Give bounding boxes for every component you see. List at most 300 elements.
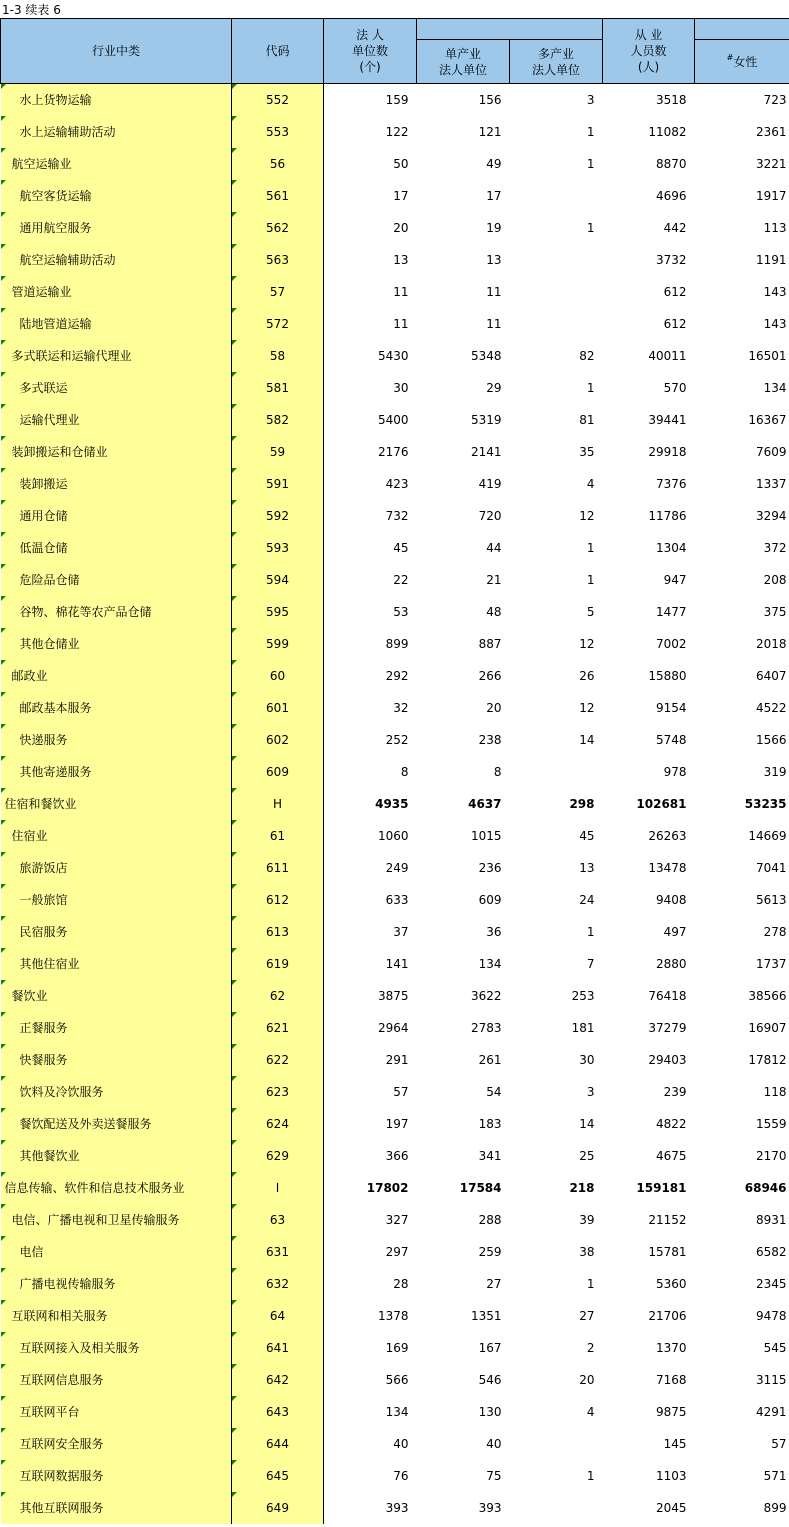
industry-code-cell: 582 <box>232 404 324 436</box>
header-legal-units-line3: (个) <box>359 60 381 74</box>
table-row <box>1 1140 789 1172</box>
female-cell: 68946 <box>744 1181 787 1195</box>
multi-industry-cell: 13 <box>579 861 595 875</box>
header-row-top <box>1 19 789 40</box>
industry-code-cell: 64 <box>232 1300 324 1332</box>
multi-industry-cell: 1 <box>586 925 595 939</box>
table-row <box>1 1492 789 1524</box>
female-cell: 2018 <box>755 637 787 651</box>
multi-industry-cell: 26 <box>579 669 595 683</box>
multi-industry-cell: 4 <box>586 1405 595 1419</box>
female-cell: 4291 <box>755 1405 787 1419</box>
female-cell: 17812 <box>748 1053 787 1067</box>
single-industry-cell: 4637 <box>468 797 502 811</box>
legal-units-cell: 40 <box>393 1437 409 1451</box>
header-industry: 行业中类 <box>1 19 232 84</box>
table-row <box>1 852 789 884</box>
legal-units-cell: 197 <box>385 1117 409 1131</box>
industry-name-cell: 快递服务 <box>1 724 232 756</box>
industry-name-cell: 信息传输、软件和信息技术服务业 <box>1 1172 232 1204</box>
employees-cell: 1370 <box>655 1341 687 1355</box>
multi-industry-cell: 1 <box>586 157 595 171</box>
female-cell: 113 <box>763 221 787 235</box>
legal-units-cell: 22 <box>393 573 409 587</box>
industry-code-cell: H <box>232 788 324 820</box>
legal-units-cell: 37 <box>393 925 409 939</box>
legal-units-cell: 8 <box>400 765 409 779</box>
multi-industry-cell: 12 <box>579 701 595 715</box>
legal-units-cell: 899 <box>385 637 409 651</box>
female-cell: 16367 <box>748 413 787 427</box>
legal-units-cell: 291 <box>385 1053 409 1067</box>
single-industry-cell: 36 <box>486 925 502 939</box>
multi-industry-cell <box>510 276 603 308</box>
legal-units-cell: 366 <box>385 1149 409 1163</box>
employees-cell: 21706 <box>648 1309 687 1323</box>
single-industry-cell: 19 <box>486 221 502 235</box>
female-cell: 2361 <box>755 125 787 139</box>
industry-name-cell: 快餐服务 <box>1 1044 232 1076</box>
single-industry-cell: 288 <box>478 1213 502 1227</box>
single-industry-cell: 130 <box>478 1405 502 1419</box>
single-industry-cell: 266 <box>478 669 502 683</box>
multi-industry-cell: 181 <box>571 1021 595 1035</box>
legal-units-cell: 732 <box>385 509 409 523</box>
employees-cell: 7168 <box>655 1373 687 1387</box>
employees-cell: 612 <box>663 285 687 299</box>
table-row <box>1 436 789 468</box>
legal-units-cell: 4935 <box>375 797 409 811</box>
industry-name-cell: 运输代理业 <box>1 404 232 436</box>
female-cell: 3294 <box>755 509 787 523</box>
employees-cell: 7002 <box>655 637 687 651</box>
header-female-label: 女性 <box>733 54 758 69</box>
employees-cell: 497 <box>663 925 687 939</box>
industry-code-cell: I <box>232 1172 324 1204</box>
female-cell: 3115 <box>755 1373 787 1387</box>
legal-units-cell: 633 <box>385 893 409 907</box>
female-cell: 14669 <box>748 829 787 843</box>
table-row <box>1 948 789 980</box>
legal-units-cell: 50 <box>393 157 409 171</box>
industry-code-cell: 593 <box>232 532 324 564</box>
female-cell: 545 <box>763 1341 787 1355</box>
industry-code-cell: 601 <box>232 692 324 724</box>
single-industry-cell: 121 <box>478 125 502 139</box>
legal-units-cell: 1060 <box>377 829 409 843</box>
single-industry-cell: 13 <box>486 253 502 267</box>
table-row <box>1 1268 789 1300</box>
header-multi-line1: 多产业 <box>537 46 574 61</box>
industry-name-cell: 多式联运和运输代理业 <box>1 340 232 372</box>
multi-industry-cell: 14 <box>579 733 595 747</box>
industry-name-cell: 航空运输辅助活动 <box>1 244 232 276</box>
legal-units-cell: 141 <box>385 957 409 971</box>
employees-cell: 442 <box>663 221 687 235</box>
table-row <box>1 596 789 628</box>
table-row <box>1 84 789 117</box>
industry-name-cell: 其他住宿业 <box>1 948 232 980</box>
industry-name-cell: 互联网信息服务 <box>1 1364 232 1396</box>
industry-code-cell: 58 <box>232 340 324 372</box>
employees-cell: 1477 <box>655 605 687 619</box>
employees-cell: 76418 <box>648 989 687 1003</box>
female-cell: 1559 <box>755 1117 787 1131</box>
table-row <box>1 1204 789 1236</box>
industry-code-cell: 644 <box>232 1428 324 1460</box>
industry-name-cell: 装卸搬运 <box>1 468 232 500</box>
employees-cell: 39441 <box>648 413 687 427</box>
single-industry-cell: 546 <box>478 1373 502 1387</box>
industry-name-cell: 其他互联网服务 <box>1 1492 232 1524</box>
industry-name-cell: 危险品仓储 <box>1 564 232 596</box>
industry-name-cell: 通用仓储 <box>1 500 232 532</box>
table-row <box>1 1236 789 1268</box>
industry-name-cell: 电信 <box>1 1236 232 1268</box>
female-cell: 143 <box>763 317 787 331</box>
table-row <box>1 372 789 404</box>
female-cell: 143 <box>763 285 787 299</box>
table-row <box>1 148 789 180</box>
table-row <box>1 916 789 948</box>
female-cell: 7609 <box>755 445 787 459</box>
table-row <box>1 1332 789 1364</box>
female-cell: 278 <box>763 925 787 939</box>
multi-industry-cell: 1 <box>586 381 595 395</box>
legal-units-cell: 45 <box>393 541 409 555</box>
employees-cell: 570 <box>663 381 687 395</box>
industry-code-cell: 59 <box>232 436 324 468</box>
female-cell: 6407 <box>755 669 787 683</box>
employees-cell: 612 <box>663 317 687 331</box>
legal-units-cell: 134 <box>385 1405 409 1419</box>
industry-name-cell: 航空客货运输 <box>1 180 232 212</box>
multi-industry-cell: 7 <box>586 957 595 971</box>
industry-name-cell: 航空运输业 <box>1 148 232 180</box>
female-cell: 8931 <box>755 1213 787 1227</box>
table-row <box>1 692 789 724</box>
header-single-line1: 单产业 <box>444 46 481 61</box>
header-employees-line3: (人) <box>637 60 660 74</box>
header-single <box>417 40 510 84</box>
employees-cell: 9154 <box>655 701 687 715</box>
table-row <box>1 244 789 276</box>
table-row <box>1 340 789 372</box>
industry-code-cell: 599 <box>232 628 324 660</box>
legal-units-cell: 20 <box>393 221 409 235</box>
female-cell: 1337 <box>755 477 787 491</box>
industry-code-cell: 619 <box>232 948 324 980</box>
industry-code-cell: 631 <box>232 1236 324 1268</box>
legal-units-cell: 76 <box>393 1469 409 1483</box>
single-industry-cell: 887 <box>478 637 502 651</box>
industry-name-cell: 住宿业 <box>1 820 232 852</box>
industry-name-cell: 邮政基本服务 <box>1 692 232 724</box>
female-cell: 1917 <box>755 189 787 203</box>
female-cell: 5613 <box>755 893 787 907</box>
legal-units-cell: 5400 <box>377 413 409 427</box>
employees-cell: 26263 <box>648 829 687 843</box>
female-cell: 1566 <box>755 733 787 747</box>
single-industry-cell: 609 <box>478 893 502 907</box>
employees-cell: 978 <box>663 765 687 779</box>
industry-code-cell: 62 <box>232 980 324 1012</box>
female-cell: 4522 <box>755 701 787 715</box>
multi-industry-cell: 35 <box>579 445 595 459</box>
legal-units-cell: 159 <box>385 93 409 107</box>
table-row <box>1 532 789 564</box>
female-cell: 571 <box>763 1469 787 1483</box>
industry-name-cell: 电信、广播电视和卫星传输服务 <box>1 1204 232 1236</box>
multi-industry-cell: 24 <box>579 893 595 907</box>
female-cell: 375 <box>763 605 787 619</box>
industry-code-cell: 649 <box>232 1492 324 1524</box>
legal-units-cell: 169 <box>385 1341 409 1355</box>
industry-name-cell: 饮料及冷饮服务 <box>1 1076 232 1108</box>
multi-industry-cell: 1 <box>586 125 595 139</box>
multi-industry-cell: 1 <box>586 573 595 587</box>
industry-name-cell: 广播电视传输服务 <box>1 1268 232 1300</box>
single-industry-cell: 156 <box>478 93 502 107</box>
table-row <box>1 212 789 244</box>
header-employees <box>603 19 695 84</box>
single-industry-cell: 40 <box>486 1437 502 1451</box>
legal-units-cell: 327 <box>385 1213 409 1227</box>
header-employees-line2: 人员数 <box>630 44 667 58</box>
header-legal-units <box>324 19 417 84</box>
single-industry-cell: 2141 <box>470 445 502 459</box>
single-industry-cell: 393 <box>478 1501 502 1515</box>
industry-code-cell: 629 <box>232 1140 324 1172</box>
multi-industry-cell: 14 <box>579 1117 595 1131</box>
legal-units-cell: 566 <box>385 1373 409 1387</box>
header-multi <box>510 40 603 84</box>
industry-code-cell: 612 <box>232 884 324 916</box>
female-cell: 208 <box>763 573 787 587</box>
single-industry-cell: 183 <box>478 1117 502 1131</box>
employees-cell: 29918 <box>648 445 687 459</box>
multi-industry-cell: 2 <box>586 1341 595 1355</box>
single-industry-cell: 5319 <box>470 413 502 427</box>
multi-industry-cell: 82 <box>579 349 595 363</box>
employees-cell: 2045 <box>655 1501 687 1515</box>
industry-code-cell: 623 <box>232 1076 324 1108</box>
employees-cell: 15880 <box>648 669 687 683</box>
header-female <box>695 40 789 84</box>
table-row <box>1 1300 789 1332</box>
single-industry-cell: 21 <box>486 573 502 587</box>
employees-cell: 9875 <box>655 1405 687 1419</box>
table-row <box>1 756 789 788</box>
table-row <box>1 1044 789 1076</box>
industry-name-cell: 装卸搬运和仓储业 <box>1 436 232 468</box>
statistics-table <box>0 18 789 1524</box>
employees-cell: 29403 <box>648 1053 687 1067</box>
table-row <box>1 820 789 852</box>
single-industry-cell: 48 <box>486 605 502 619</box>
multi-industry-cell: 38 <box>579 1245 595 1259</box>
employees-cell: 947 <box>663 573 687 587</box>
single-industry-cell: 259 <box>478 1245 502 1259</box>
table-row <box>1 564 789 596</box>
legal-units-cell: 53 <box>393 605 409 619</box>
table-row <box>1 308 789 340</box>
table-row <box>1 1364 789 1396</box>
employees-cell: 102681 <box>636 797 687 811</box>
employees-cell: 1103 <box>655 1469 687 1483</box>
industry-code-cell: 63 <box>232 1204 324 1236</box>
industry-name-cell: 水上货物运输 <box>1 84 232 117</box>
multi-industry-cell: 218 <box>569 1181 595 1195</box>
single-industry-cell: 17 <box>486 189 502 203</box>
industry-name-cell: 一般旅馆 <box>1 884 232 916</box>
female-cell: 6582 <box>755 1245 787 1259</box>
multi-industry-cell: 12 <box>579 509 595 523</box>
employees-cell: 11082 <box>648 125 687 139</box>
female-cell: 38566 <box>748 989 787 1003</box>
industry-code-cell: 56 <box>232 148 324 180</box>
multi-industry-cell: 12 <box>579 637 595 651</box>
table-row <box>1 468 789 500</box>
legal-units-cell: 28 <box>393 1277 409 1291</box>
header-legal-units-line1: 法 人 <box>356 28 384 42</box>
industry-code-cell: 572 <box>232 308 324 340</box>
multi-industry-cell: 4 <box>586 477 595 491</box>
single-industry-cell: 3622 <box>470 989 502 1003</box>
employees-cell: 5360 <box>655 1277 687 1291</box>
single-industry-cell: 54 <box>486 1085 502 1099</box>
industry-name-cell: 住宿和餐饮业 <box>1 788 232 820</box>
single-industry-cell: 1351 <box>470 1309 502 1323</box>
legal-units-cell: 2176 <box>377 445 409 459</box>
industry-name-cell: 正餐服务 <box>1 1012 232 1044</box>
industry-name-cell: 互联网安全服务 <box>1 1428 232 1460</box>
industry-code-cell: 613 <box>232 916 324 948</box>
multi-industry-cell: 45 <box>579 829 595 843</box>
female-cell: 723 <box>763 93 787 107</box>
multi-industry-cell <box>510 244 603 276</box>
employees-cell: 37279 <box>648 1021 687 1035</box>
table-body <box>1 84 789 1525</box>
single-industry-cell: 1015 <box>470 829 502 843</box>
single-industry-cell: 44 <box>486 541 502 555</box>
table-row <box>1 404 789 436</box>
female-cell: 3221 <box>755 157 787 171</box>
single-industry-cell: 720 <box>478 509 502 523</box>
multi-industry-cell <box>510 1428 603 1460</box>
industry-name-cell: 互联网接入及相关服务 <box>1 1332 232 1364</box>
single-industry-cell: 238 <box>478 733 502 747</box>
industry-code-cell: 594 <box>232 564 324 596</box>
table-row <box>1 660 789 692</box>
table-row <box>1 1428 789 1460</box>
employees-cell: 13478 <box>648 861 687 875</box>
single-industry-cell: 17584 <box>459 1181 502 1195</box>
industry-name-cell: 其他餐饮业 <box>1 1140 232 1172</box>
legal-units-cell: 2964 <box>377 1021 409 1035</box>
female-cell: 16501 <box>748 349 787 363</box>
single-industry-cell: 20 <box>486 701 502 715</box>
multi-industry-cell: 39 <box>579 1213 595 1227</box>
multi-industry-cell: 1 <box>586 221 595 235</box>
header-employees-spacer <box>695 19 789 40</box>
industry-name-cell: 低温仓储 <box>1 532 232 564</box>
legal-units-cell: 5430 <box>377 349 409 363</box>
industry-code-cell: 602 <box>232 724 324 756</box>
industry-code-cell: 643 <box>232 1396 324 1428</box>
multi-industry-cell: 3 <box>586 93 595 107</box>
industry-name-cell: 多式联运 <box>1 372 232 404</box>
legal-units-cell: 32 <box>393 701 409 715</box>
industry-code-cell: 642 <box>232 1364 324 1396</box>
industry-name-cell: 民宿服务 <box>1 916 232 948</box>
header-legal-units-spacer <box>417 19 603 40</box>
employees-cell: 8870 <box>655 157 687 171</box>
legal-units-cell: 17802 <box>366 1181 409 1195</box>
table-row <box>1 1460 789 1492</box>
multi-industry-cell: 253 <box>571 989 595 1003</box>
industry-code-cell: 624 <box>232 1108 324 1140</box>
female-cell: 134 <box>763 381 787 395</box>
female-cell: 372 <box>763 541 787 555</box>
single-industry-cell: 5348 <box>470 349 502 363</box>
employees-cell: 159181 <box>636 1181 687 1195</box>
multi-industry-cell: 81 <box>579 413 595 427</box>
legal-units-cell: 11 <box>393 317 409 331</box>
table-row <box>1 1396 789 1428</box>
employees-cell: 4696 <box>655 189 687 203</box>
industry-name-cell: 互联网平台 <box>1 1396 232 1428</box>
single-industry-cell: 27 <box>486 1277 502 1291</box>
legal-units-cell: 13 <box>393 253 409 267</box>
female-cell: 899 <box>763 1501 787 1515</box>
legal-units-cell: 292 <box>385 669 409 683</box>
female-cell: 53235 <box>744 797 787 811</box>
single-industry-cell: 341 <box>478 1149 502 1163</box>
single-industry-cell: 419 <box>478 477 502 491</box>
industry-name-cell: 互联网数据服务 <box>1 1460 232 1492</box>
header-legal-units-line2: 单位数 <box>351 44 388 58</box>
legal-units-cell: 30 <box>393 381 409 395</box>
table-row <box>1 724 789 756</box>
industry-code-cell: 645 <box>232 1460 324 1492</box>
table-row <box>1 884 789 916</box>
employees-cell: 239 <box>663 1085 687 1099</box>
employees-cell: 7376 <box>655 477 687 491</box>
table-row <box>1 980 789 1012</box>
industry-name-cell: 谷物、棉花等农产品仓储 <box>1 596 232 628</box>
industry-name-cell: 管道运输业 <box>1 276 232 308</box>
female-cell: 7041 <box>755 861 787 875</box>
multi-industry-cell: 25 <box>579 1149 595 1163</box>
multi-industry-cell <box>510 180 603 212</box>
multi-industry-cell: 27 <box>579 1309 595 1323</box>
employees-cell: 9408 <box>655 893 687 907</box>
employees-cell: 4822 <box>655 1117 687 1131</box>
legal-units-cell: 297 <box>385 1245 409 1259</box>
industry-name-cell: 餐饮业 <box>1 980 232 1012</box>
industry-name-cell: 其他寄递服务 <box>1 756 232 788</box>
single-industry-cell: 8 <box>493 765 502 779</box>
industry-name-cell: 通用航空服务 <box>1 212 232 244</box>
employees-cell: 2880 <box>655 957 687 971</box>
industry-code-cell: 595 <box>232 596 324 628</box>
legal-units-cell: 423 <box>385 477 409 491</box>
table-row <box>1 180 789 212</box>
multi-industry-cell: 5 <box>586 605 595 619</box>
industry-code-cell: 563 <box>232 244 324 276</box>
single-industry-cell: 75 <box>486 1469 502 1483</box>
